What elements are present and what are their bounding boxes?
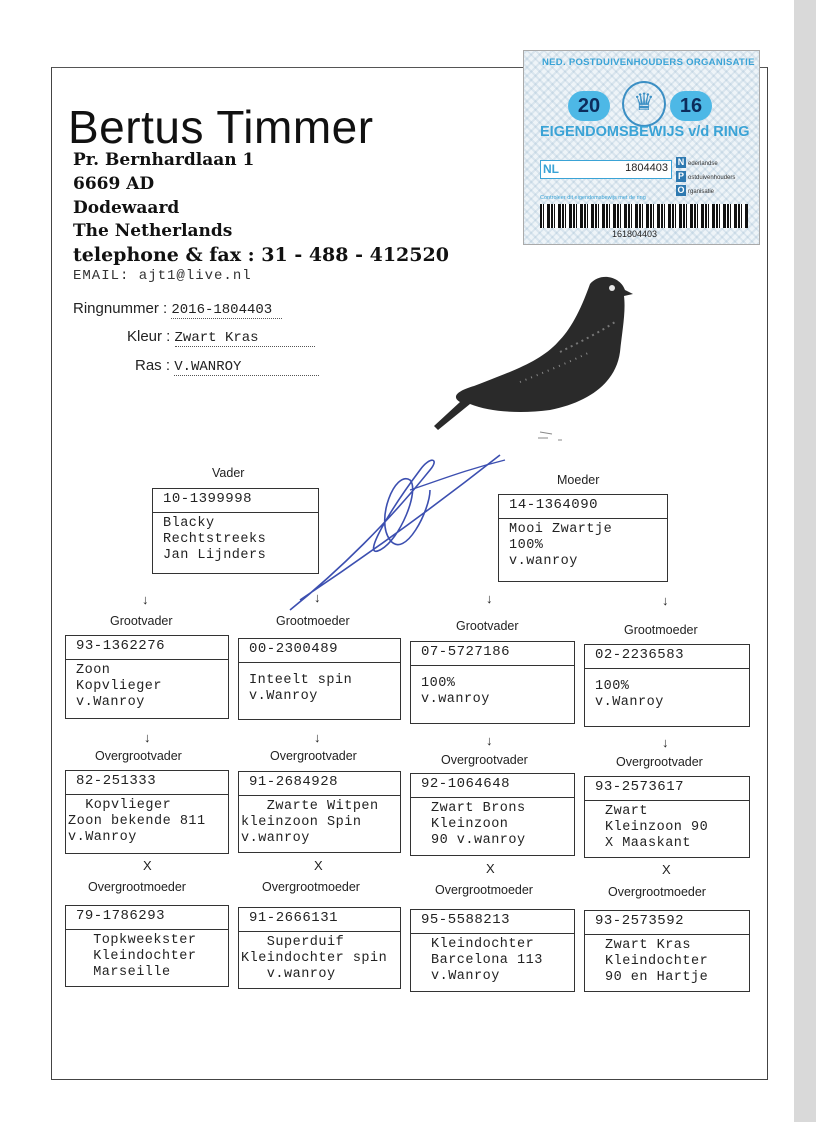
gen3-mother-label-1: Overgrootmoeder xyxy=(88,880,186,894)
arrow-down: ↓ xyxy=(662,735,669,750)
gen2-label-4: Grootmoeder xyxy=(624,623,698,637)
grandparent-desc: Zoon Kopvlieger v.Wanroy xyxy=(76,663,163,710)
sticker-small-text: Controleer dit eigendomsbewijs met de ring xyxy=(540,195,646,201)
great-grandfather-desc: Kopvlieger Zoon bekende 811 v.Wanroy xyxy=(68,798,206,845)
color-value: Zwart Kras xyxy=(175,330,315,347)
great-grandfather-box xyxy=(65,770,229,854)
mother-box xyxy=(498,494,668,582)
great-grandmother-desc: Zwart Kras Kleindochter 90 en Hartje xyxy=(605,938,709,985)
owner-email: EMAIL: ajt1@live.nl xyxy=(73,268,252,284)
sticker-org: NED. POSTDUIVENHOUDERS ORGANISATIE xyxy=(542,57,755,68)
breed-field xyxy=(135,357,319,376)
arrow-down: ↓ xyxy=(314,730,321,745)
grandparent-ring: 00-2300489 xyxy=(239,639,400,663)
owner-phone: telephone & fax : 31 - 488 - 412520 xyxy=(73,244,449,266)
great-grandmother-box xyxy=(584,910,750,992)
owner-postcode: 6669 AD xyxy=(73,174,155,194)
great-grandmother-ring: 93-2573592 xyxy=(585,911,749,935)
great-grandfather-box xyxy=(238,771,401,853)
arrow-down: ↓ xyxy=(314,590,321,605)
ring-number-label: Ringnummer : xyxy=(73,300,168,317)
arrow-down: ↓ xyxy=(486,591,493,606)
grandparent-box xyxy=(65,635,229,719)
cross-mark: X xyxy=(143,858,152,873)
color-label: Kleur : xyxy=(127,328,171,345)
great-grandfather-ring: 82-251333 xyxy=(66,771,228,795)
gen2-label-3: Grootvader xyxy=(456,619,519,633)
great-grandmother-ring: 79-1786293 xyxy=(66,906,228,930)
scan-edge xyxy=(794,0,816,1122)
arrow-down: ↓ xyxy=(142,592,149,607)
sticker-country: NL xyxy=(543,162,559,176)
arrow-down: ↓ xyxy=(486,733,493,748)
ring-number-field xyxy=(73,300,282,319)
gen2-label-1: Grootvader xyxy=(110,614,173,628)
mother-desc: Mooi Zwartje 100% v.wanroy xyxy=(509,522,613,569)
father-box xyxy=(152,488,319,574)
grandparent-desc: 100% v.wanroy xyxy=(421,676,490,707)
npo-p: P ostduivenhouders xyxy=(677,171,736,181)
great-grandmother-desc: Kleindochter Barcelona 113 v.Wanroy xyxy=(431,937,543,984)
great-grandfather-desc: Zwart Kleinzoon 90 X Maaskant xyxy=(605,804,709,851)
gen3-father-label-3: Overgrootvader xyxy=(441,753,528,767)
great-grandmother-box xyxy=(410,909,575,992)
cross-mark: X xyxy=(662,862,671,877)
great-grandfather-ring: 91-2684928 xyxy=(239,772,400,796)
sticker-year-right: 16 xyxy=(670,91,712,121)
sticker-year-left: 20 xyxy=(568,91,610,121)
great-grandmother-desc: Topkweekster Kleindochter Marseille xyxy=(93,933,197,980)
lion-crest-icon: ♛ xyxy=(622,81,666,127)
mother-label: Moeder xyxy=(557,473,600,487)
ring-number-value: 2016-1804403 xyxy=(171,302,282,319)
cross-mark: X xyxy=(314,858,323,873)
great-grandmother-box xyxy=(65,905,229,987)
great-grandmother-ring: 95-5588213 xyxy=(411,910,574,934)
gen3-father-label-4: Overgrootvader xyxy=(616,755,703,769)
great-grandfather-desc: Zwart Brons Kleinzoon 90 v.wanroy xyxy=(431,801,526,848)
great-grandfather-desc: Zwarte Witpen kleinzoon Spin v.wanroy xyxy=(241,799,379,846)
arrow-down: ↓ xyxy=(662,593,669,608)
sticker-title: EIGENDOMSBEWIJS v/d RING xyxy=(540,124,750,140)
grandparent-box xyxy=(410,641,575,724)
owner-name: Bertus Timmer xyxy=(68,101,374,153)
grandparent-ring: 93-1362276 xyxy=(66,636,228,660)
great-grandfather-ring: 93-2573617 xyxy=(585,777,749,801)
barcode xyxy=(540,204,748,228)
sticker-ring-box xyxy=(540,160,672,179)
owner-country: The Netherlands xyxy=(73,221,233,241)
color-field xyxy=(127,328,315,347)
grandparent-box xyxy=(238,638,401,720)
ring-ownership-sticker xyxy=(523,50,760,245)
grandparent-desc: 100% v.Wanroy xyxy=(595,679,664,710)
mother-ring: 14-1364090 xyxy=(499,495,667,519)
great-grandfather-box xyxy=(584,776,750,858)
cross-mark: X xyxy=(486,861,495,876)
great-grandmother-box xyxy=(238,907,401,989)
great-grandmother-ring: 91-2666131 xyxy=(239,908,400,932)
owner-city: Dodewaard xyxy=(73,198,180,218)
owner-street: Pr. Bernhardlaan 1 xyxy=(73,150,255,170)
grandparent-desc: Inteelt spin v.Wanroy xyxy=(249,673,353,704)
father-desc: Blacky Rechtstreeks Jan Lijnders xyxy=(163,516,267,563)
great-grandmother-desc: Superduif Kleindochter spin v.wanroy xyxy=(241,935,388,982)
npo-n: N ederlandse xyxy=(677,157,718,167)
gen3-father-label-1: Overgrootvader xyxy=(95,749,182,763)
great-grandfather-ring: 92-1064648 xyxy=(411,774,574,798)
gen3-father-label-2: Overgrootvader xyxy=(270,749,357,763)
grandparent-box xyxy=(584,644,750,727)
arrow-down: ↓ xyxy=(144,730,151,745)
great-grandfather-box xyxy=(410,773,575,856)
gen2-label-2: Grootmoeder xyxy=(276,614,350,628)
breed-label: Ras : xyxy=(135,357,171,374)
barcode-number: 161804403 xyxy=(612,229,658,239)
gen3-mother-label-2: Overgrootmoeder xyxy=(262,880,360,894)
grandparent-ring: 02-2236583 xyxy=(585,645,749,669)
pigeon-photo xyxy=(430,262,650,462)
gen3-mother-label-4: Overgrootmoeder xyxy=(608,885,706,899)
breed-value: V.WANROY xyxy=(174,359,319,376)
sticker-number: 1804403 xyxy=(625,162,668,174)
father-ring: 10-1399998 xyxy=(153,489,318,513)
npo-o: O rganisatie xyxy=(677,185,715,195)
grandparent-ring: 07-5727186 xyxy=(411,642,574,666)
father-label: Vader xyxy=(212,466,245,480)
gen3-mother-label-3: Overgrootmoeder xyxy=(435,883,533,897)
